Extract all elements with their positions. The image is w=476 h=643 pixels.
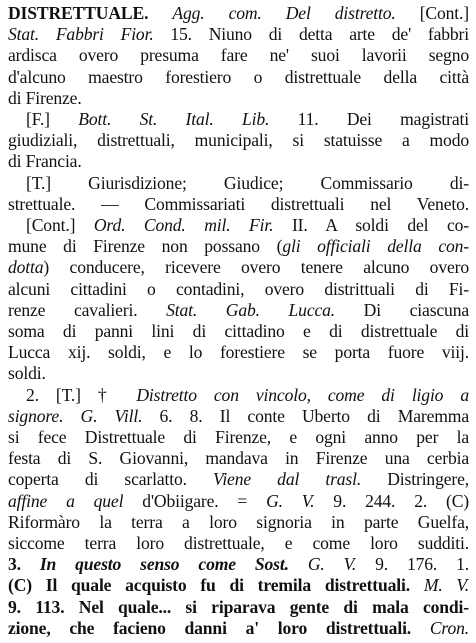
entry-text: Riformàro la terra a loro signoria in parte Guelfa, bbox=[8, 511, 469, 532]
headword: DISTRETTUALE. bbox=[8, 3, 149, 23]
citation-text: G. V. bbox=[307, 554, 357, 575]
entry-line bbox=[8, 617, 469, 640]
entry-text: strettuale. — Commissariati distrettuali nel Veneto. bbox=[8, 193, 469, 214]
entry-line bbox=[8, 193, 469, 216]
citation-text: Distretto con vincolo, come di ligio a bbox=[136, 384, 469, 405]
entry-text: Lucca xij. soldi, e lo forestiere se porta fuore viij. bbox=[8, 342, 469, 363]
citation-text: Stat. Fabbri Fior. bbox=[8, 24, 154, 45]
entry-text: soma di panni lini di cittadino e di distrettuale di bbox=[8, 321, 469, 341]
entry-line bbox=[8, 278, 469, 301]
entry-text: 2. [T.] † bbox=[26, 384, 137, 405]
entry-line bbox=[8, 362, 46, 385]
entry-text: 9. 113. Nel quale... si riparava gente di mala condi- bbox=[8, 596, 469, 617]
entry-text: festa di S. Giovanni, mandava in Firenze una cerbia bbox=[8, 448, 469, 469]
citation-text: M. V. bbox=[423, 575, 469, 596]
entry-text: Di ciascuna bbox=[335, 299, 469, 320]
entry-line bbox=[26, 172, 469, 195]
entry-line bbox=[8, 44, 469, 67]
citation-text: G. V. bbox=[266, 490, 315, 511]
citation-text: dotta bbox=[8, 257, 44, 278]
entry-text: si fece Distrettuale di Firenze, e ogni anno per la bbox=[8, 427, 469, 447]
entry-text: [F.] bbox=[26, 109, 79, 129]
entry-line bbox=[8, 511, 469, 534]
entry-text: d'alcuno maestro forestiero o distrettuale della città bbox=[8, 66, 469, 87]
entry-text: coperta di scarlatto. bbox=[8, 469, 214, 490]
entry-text: di Francia. bbox=[8, 151, 82, 172]
entry-line bbox=[8, 235, 469, 258]
entry-line bbox=[8, 405, 469, 428]
entry-text: [Cont.] bbox=[26, 215, 94, 235]
citation-text: Ord. Cond. mil. Fir. bbox=[93, 215, 274, 235]
entry-text: d'Obiigare. = bbox=[123, 490, 267, 511]
citation-text: Agg. com. Del distretto. bbox=[172, 3, 396, 23]
entry-text: Distringere, bbox=[361, 469, 469, 490]
entry-line bbox=[8, 87, 82, 110]
entry-text: soldi. bbox=[8, 363, 46, 384]
entry-text: 6. 8. Il conte Uberto di Maremma bbox=[142, 405, 469, 426]
entry-text: renze cavalieri. bbox=[8, 299, 167, 320]
entry-text: mune di Firenze non possano ( bbox=[8, 236, 283, 257]
entry-text: zione, che facieno danni a' loro distrettuali. bbox=[8, 617, 430, 638]
citation-text: Cron. bbox=[429, 617, 469, 638]
citation-text: Viene dal trasl. bbox=[213, 469, 362, 490]
entry-line bbox=[8, 532, 469, 555]
citation-text: gli officiali della con- bbox=[282, 236, 469, 257]
entry-line bbox=[8, 447, 469, 470]
entry-line bbox=[8, 468, 469, 491]
entry-line bbox=[8, 553, 469, 576]
entry-text: giudiziali, distrettuali, municipali, si statuisse a modo bbox=[8, 130, 469, 151]
entry-text: 9. 176. 1. bbox=[356, 554, 470, 575]
entry-text: 3. bbox=[8, 554, 40, 575]
entry-line bbox=[8, 320, 469, 343]
entry-text: siccome terra loro distrettuale, e come loro sudditi. bbox=[8, 533, 469, 553]
entry-line bbox=[8, 256, 469, 279]
entry-line bbox=[26, 384, 469, 407]
entry-text: di Firenze. bbox=[8, 87, 82, 108]
citation-text: In questo senso come Sost. bbox=[39, 554, 289, 575]
entry-line bbox=[26, 108, 469, 131]
entry-line bbox=[8, 574, 469, 597]
citation-text: Bott. St. Ital. Lib. bbox=[78, 109, 270, 129]
entry-line bbox=[26, 214, 469, 237]
entry-line bbox=[8, 299, 469, 322]
entry-text: 11. Dei magistrati bbox=[269, 109, 469, 129]
entry-line bbox=[8, 596, 469, 619]
entry-text: II. A soldi del co- bbox=[273, 215, 469, 235]
entry-line bbox=[8, 341, 469, 364]
entry-line bbox=[8, 66, 469, 89]
citation-text: affine a quel bbox=[8, 490, 124, 511]
entry-text: (C) Il quale acquisto fu di tremila distrettuali. bbox=[8, 575, 424, 596]
entry-line bbox=[8, 490, 469, 513]
entry-text: 15. Niuno di detta arte de' fabbri bbox=[153, 24, 469, 45]
entry-text: alcuni cittadini o contadini, overo distrittuali di Fi- bbox=[8, 278, 469, 299]
citation-text: signore. G. Vill. bbox=[8, 405, 143, 426]
entry-headline bbox=[8, 2, 469, 25]
citation-text: Stat. Gab. Lucca. bbox=[166, 299, 336, 320]
entry-line bbox=[8, 426, 469, 449]
entry-line bbox=[8, 150, 82, 173]
entry-text bbox=[289, 554, 308, 574]
entry-text bbox=[148, 3, 172, 23]
entry-line bbox=[8, 129, 469, 152]
entry-text: [T.] Giurisdizione; Giudice; Commissario di- bbox=[26, 172, 469, 193]
entry-text: ardisca overo presuma fare ne' suoi lavorii segno bbox=[8, 45, 469, 66]
entry-text: ) conducere, ricevere overo tenere alcuno overo bbox=[43, 257, 469, 278]
entry-text: 9. 244. 2. (C) bbox=[314, 490, 469, 511]
entry-line bbox=[8, 23, 469, 46]
entry-text: [Cont.] bbox=[395, 3, 469, 23]
